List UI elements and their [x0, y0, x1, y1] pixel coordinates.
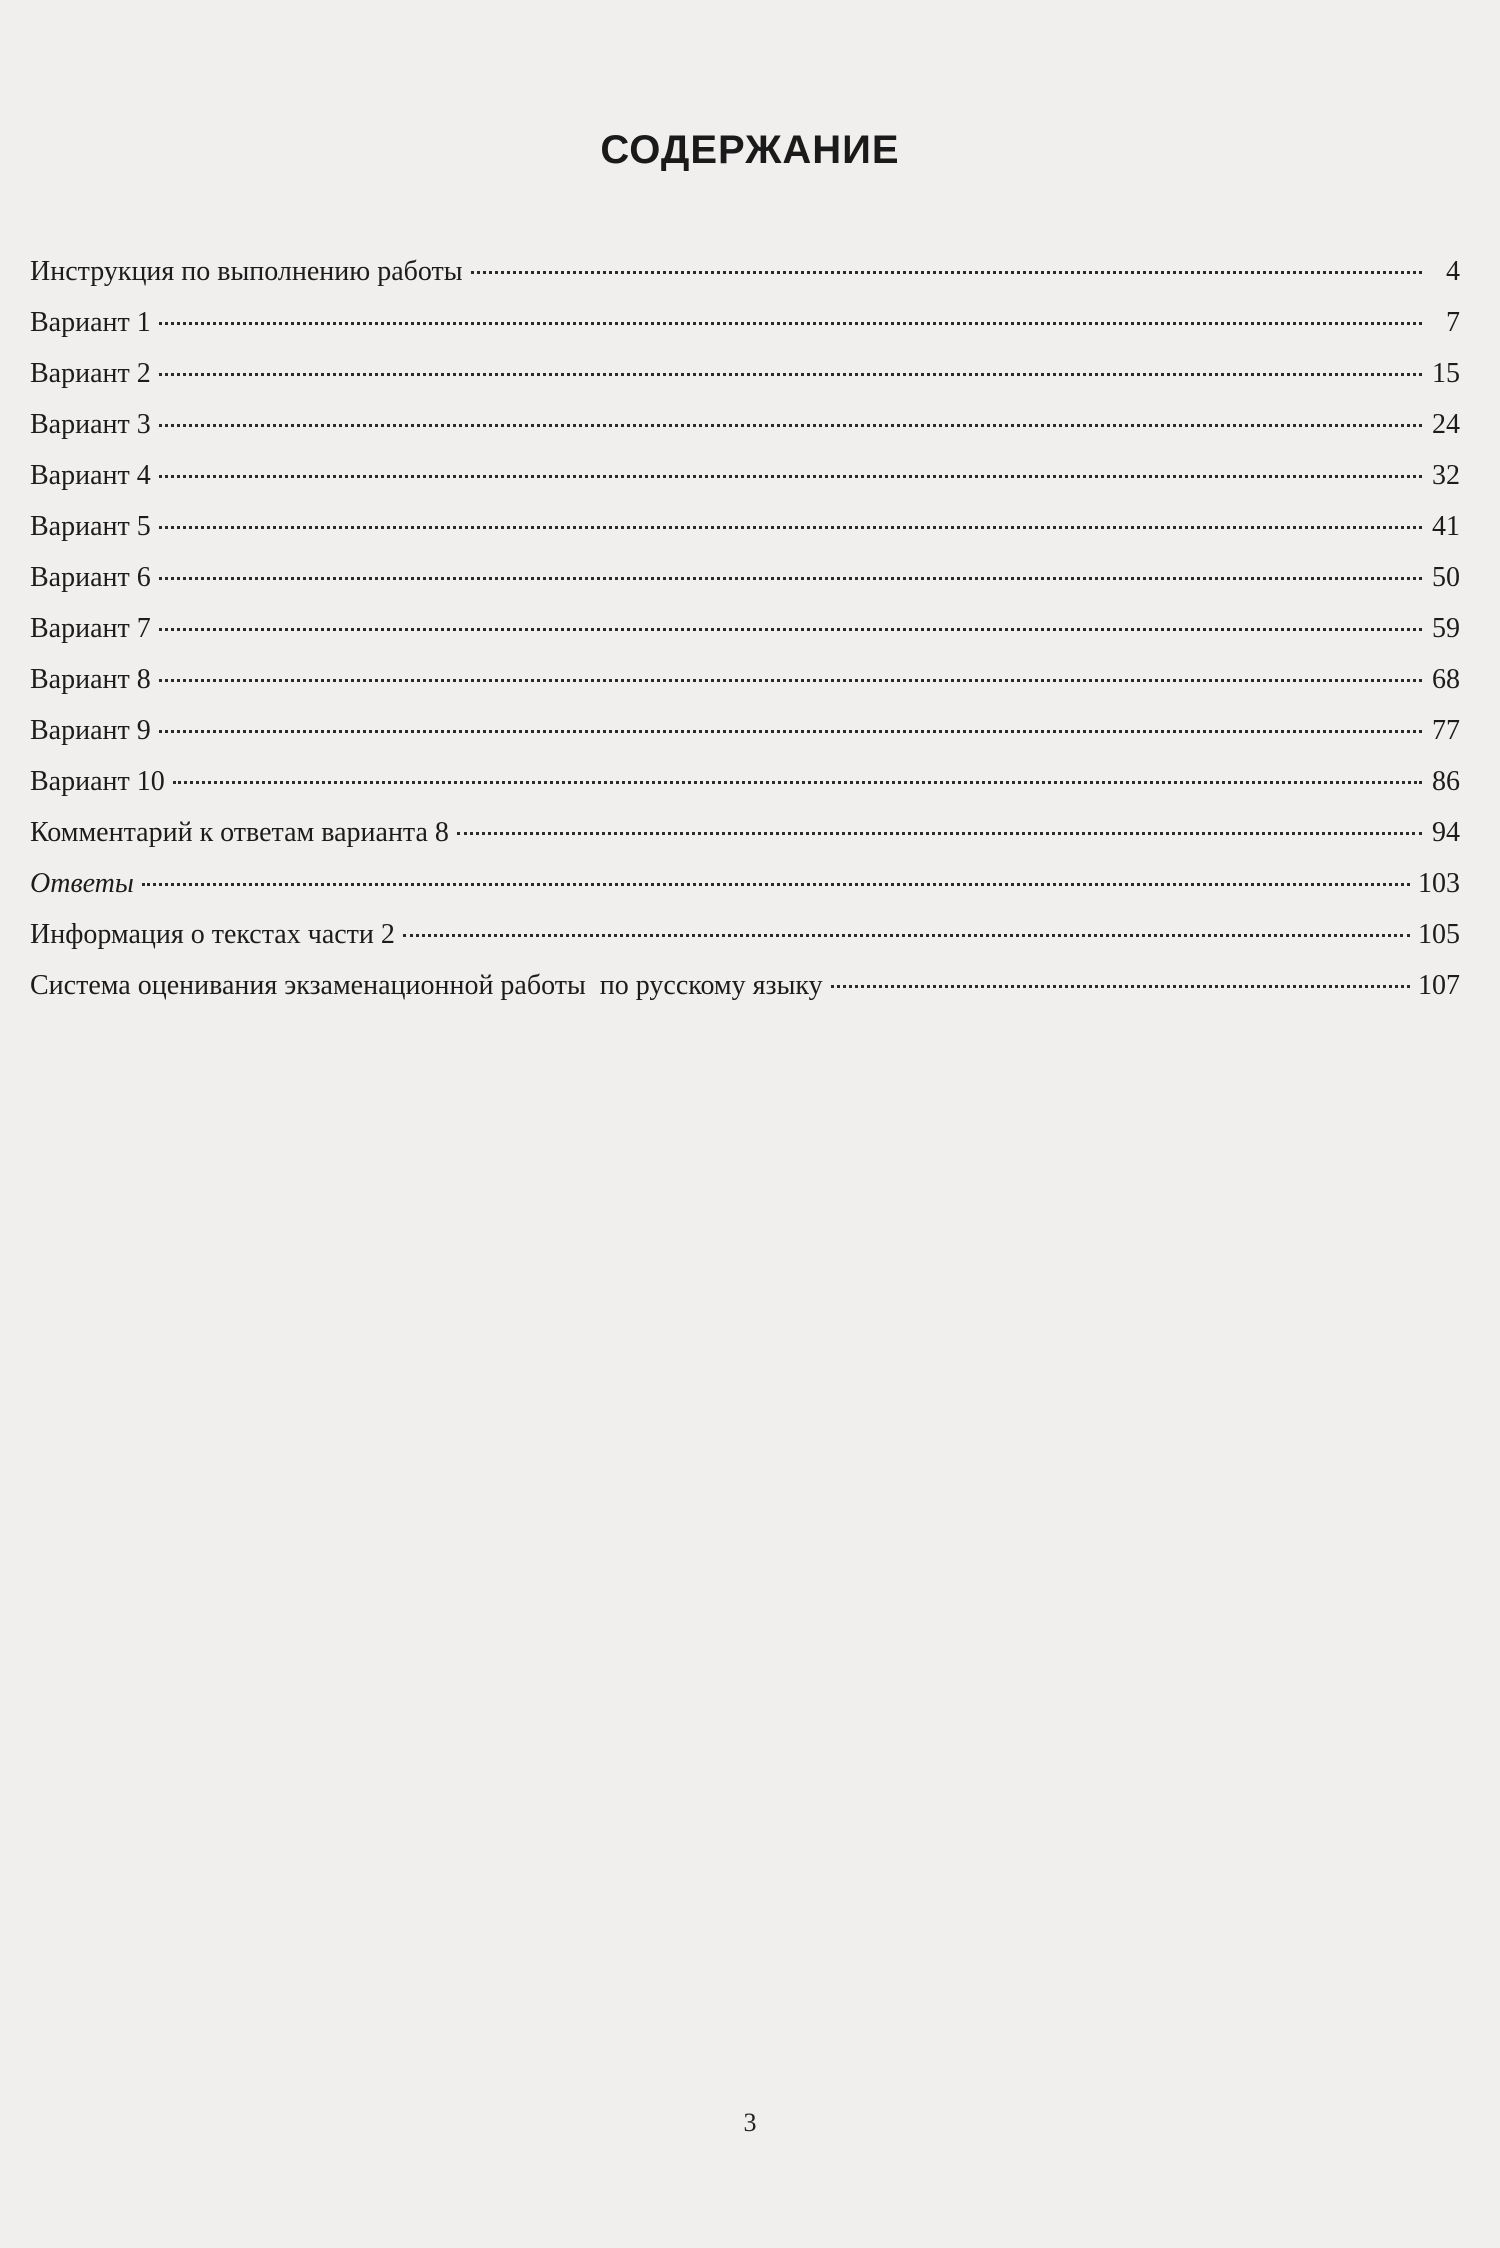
toc-label: Ответы [30, 868, 134, 899]
toc-row [30, 342, 1460, 393]
toc-row [30, 852, 1460, 903]
dot-leader [159, 475, 1422, 478]
dot-leader [831, 985, 1410, 988]
toc-page-number: 77 [1432, 715, 1460, 746]
toc-row [30, 903, 1460, 954]
toc-row [30, 648, 1460, 699]
toc-row [30, 750, 1460, 801]
toc-page-number: 4 [1446, 256, 1460, 287]
toc-label: Вариант 8 [30, 664, 151, 695]
toc-label: Вариант 6 [30, 562, 151, 593]
toc-page-number: 24 [1432, 409, 1460, 440]
dot-leader [142, 883, 1410, 886]
toc-row [30, 546, 1460, 597]
dot-leader [159, 526, 1422, 529]
toc-row [30, 801, 1460, 852]
toc-page-number: 50 [1432, 562, 1460, 593]
toc-label: Вариант 3 [30, 409, 151, 440]
page-number: 3 [743, 2108, 757, 2137]
toc-page-number: 41 [1432, 511, 1460, 542]
toc-page-number: 107 [1418, 970, 1460, 1001]
page-title: СОДЕРЖАНИЕ [600, 128, 900, 172]
toc-label: Вариант 10 [30, 766, 165, 797]
dot-leader [403, 934, 1410, 937]
toc-label: Вариант 7 [30, 613, 151, 644]
toc-row [30, 393, 1460, 444]
toc-page-number: 68 [1432, 664, 1460, 695]
dot-leader [159, 730, 1422, 733]
toc-label: Вариант 5 [30, 511, 151, 542]
dot-leader [159, 577, 1422, 580]
dot-leader [471, 271, 1422, 274]
table-of-contents [30, 240, 1460, 1005]
toc-page-number: 94 [1432, 817, 1460, 848]
toc-page-number: 103 [1418, 868, 1460, 899]
toc-row [30, 444, 1460, 495]
toc-label: Комментарий к ответам варианта 8 [30, 817, 449, 848]
toc-page-number: 15 [1432, 358, 1460, 389]
dot-leader [159, 679, 1422, 682]
toc-row [30, 240, 1460, 291]
toc-label: Информация о текстах части 2 [30, 919, 395, 950]
dot-leader [159, 373, 1422, 376]
toc-row [30, 291, 1460, 342]
dot-leader [159, 322, 1422, 325]
toc-label: Вариант 1 [30, 307, 151, 338]
toc-label: Вариант 2 [30, 358, 151, 389]
dot-leader [457, 832, 1422, 835]
toc-label: Вариант 9 [30, 715, 151, 746]
toc-row [30, 699, 1460, 750]
toc-row [30, 954, 1460, 1005]
toc-row [30, 597, 1460, 648]
dot-leader [159, 628, 1422, 631]
toc-page-number: 86 [1432, 766, 1460, 797]
toc-page-number: 105 [1418, 919, 1460, 950]
dot-leader [159, 424, 1422, 427]
toc-label: Система оценивания экзаменационной работы по русскому языку [30, 970, 823, 1001]
toc-page-number: 59 [1432, 613, 1460, 644]
toc-row [30, 495, 1460, 546]
toc-page-number: 7 [1446, 307, 1460, 338]
toc-page-number: 32 [1432, 460, 1460, 491]
toc-label: Вариант 4 [30, 460, 151, 491]
toc-label: Инструкция по выполнению работы [30, 256, 463, 287]
dot-leader [173, 781, 1422, 784]
